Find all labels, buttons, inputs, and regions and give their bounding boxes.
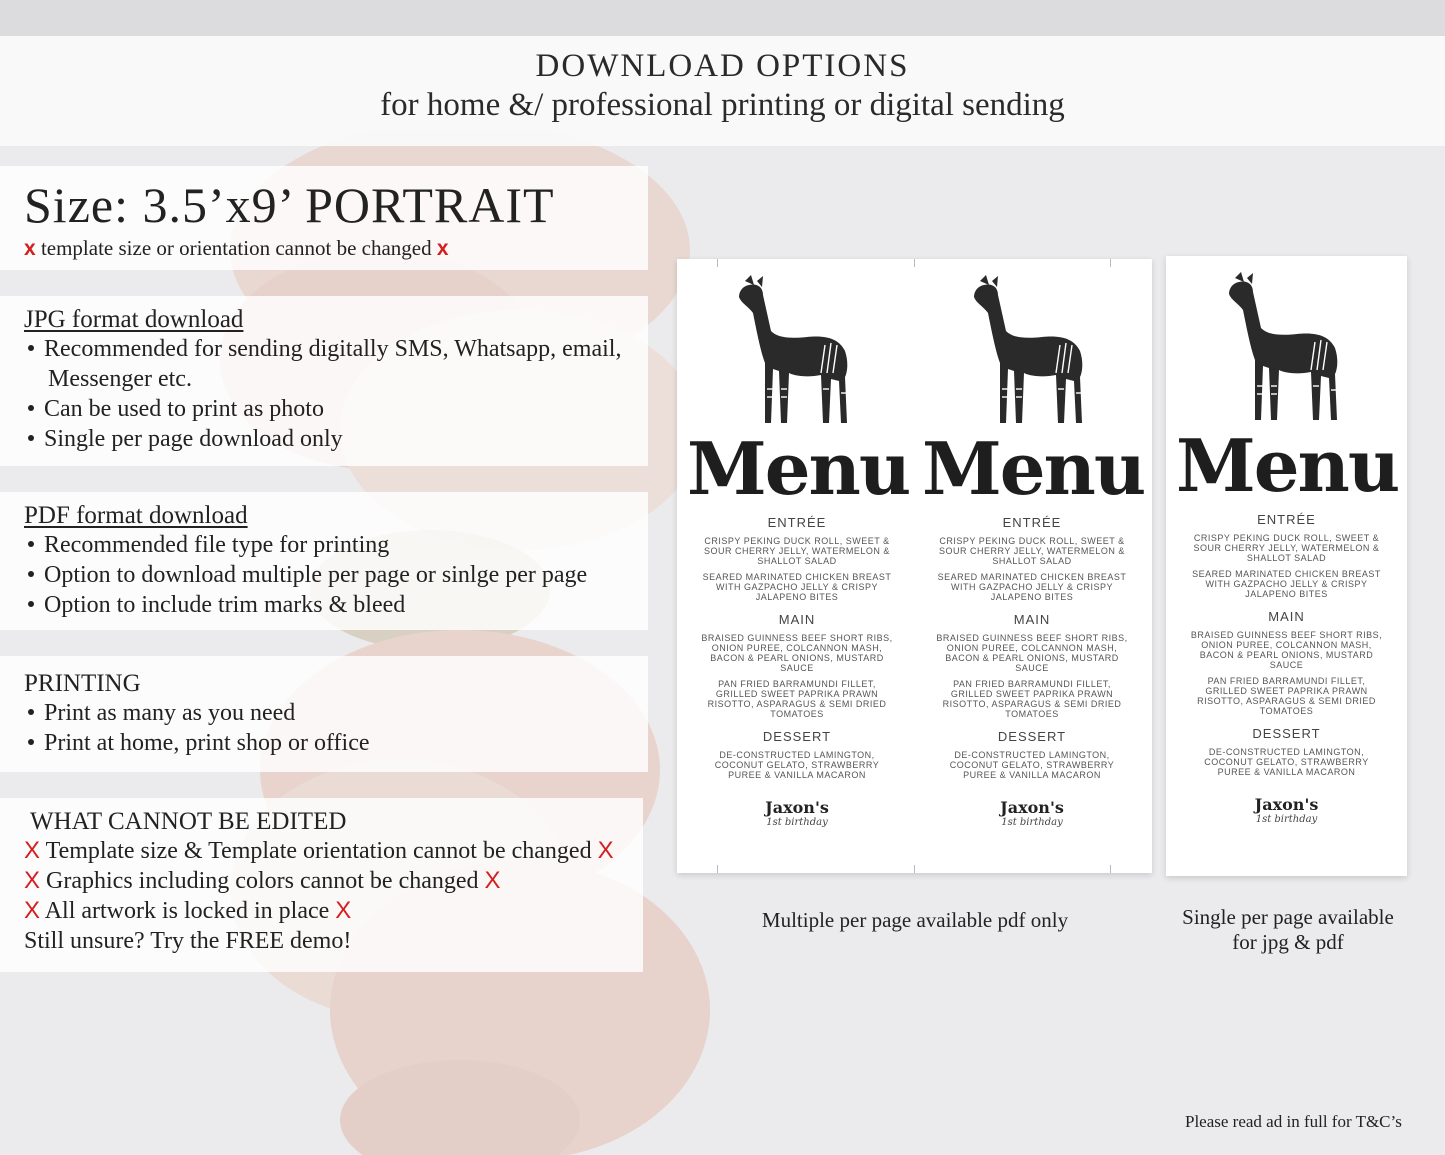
list-item: X Graphics including colors cannot be changed X [24, 867, 501, 894]
list-item: Option to include trim marks & bleed [24, 590, 648, 620]
list-item: Option to download multiple per page or sinlge per page [24, 560, 648, 590]
host-name: Jaxon's [1000, 798, 1064, 817]
dish-text: BRAISED GUINNESS BEEF SHORT RIBS, ONION PUREE, COLCANNON MASH, BACON & PEARL ONIONS, MUSTARD SAUCE [1190, 630, 1383, 670]
list-item: Single per page download only [24, 424, 648, 454]
edit-panel-title: WHAT CANNOT BE EDITED [30, 808, 347, 835]
dish-text: DE-CONSTRUCTED LAMINGTON, COCONUT GELATO, STRAWBERRY PUREE & VANILLA MACARON [714, 750, 880, 780]
list-item: Recommended file type for printing [24, 530, 648, 560]
printing-panel [0, 656, 648, 772]
entree-heading: ENTRÉE [1257, 512, 1316, 527]
dish-text: CRISPY PEKING DUCK ROLL, SWEET & SOUR CHERRY JELLY, WATERMELON & SHALLOT SALAD [1193, 533, 1380, 563]
red-x-icon: X [24, 897, 41, 924]
size-note-text: template size or orientation cannot be changed [40, 236, 432, 260]
bullet-icon [28, 345, 34, 351]
flower-background-image [200, 130, 720, 1155]
printing-panel-title: PRINTING [24, 670, 141, 697]
list-item: Messenger etc. [48, 366, 192, 392]
dessert-heading: DESSERT [762, 729, 832, 744]
list-item: X Template size & Template orientation cannot be changed X [24, 837, 614, 864]
bullet-icon [28, 571, 34, 577]
bullet-icon [28, 601, 34, 607]
bullet-icon [28, 405, 34, 411]
size-title: Size: 3.5’x9’ PORTRAIT [24, 177, 555, 233]
dish-text: DE-CONSTRUCTED LAMINGTON, COCONUT GELATO, STRAWBERRY PUREE & VANILLA MACARON [949, 750, 1115, 780]
dish-text: CRISPY PEKING DUCK ROLL, SWEET & SOUR CHERRY JELLY, WATERMELON & SHALLOT SALAD [704, 536, 890, 566]
edit-panel [0, 798, 643, 972]
multiple-caption: Multiple per page available pdf only [761, 908, 1069, 932]
occasion-script: 1st birthday [1255, 814, 1318, 825]
header-subtitle: for home &/ professional printing or digital sending [380, 87, 1065, 123]
red-x-icon: X [24, 867, 41, 894]
bullet-icon [28, 709, 34, 715]
okapi-icon [1217, 270, 1357, 430]
trim-mark [717, 865, 718, 873]
header-band [0, 36, 1445, 146]
red-x-icon: x [24, 237, 36, 260]
dish-text: DE-CONSTRUCTED LAMINGTON, COCONUT GELATO, STRAWBERRY PUREE & VANILLA MACARON [1204, 747, 1369, 777]
bullet-icon [28, 541, 34, 547]
main-heading: MAIN [1013, 612, 1051, 627]
header-title: DOWNLOAD OPTIONS [535, 48, 910, 84]
list-item: Print at home, print shop or office [24, 728, 648, 758]
pdf-panel-title: PDF format download [24, 502, 248, 529]
single-caption: Single per page available for jpg & pdf [1182, 905, 1394, 954]
main-heading: MAIN [1268, 609, 1305, 624]
main-heading: MAIN [778, 612, 816, 627]
list-item: Print as many as you need [24, 698, 648, 728]
menu-title: Menu [922, 426, 1145, 511]
jpg-panel [0, 296, 648, 466]
trim-mark [914, 865, 915, 873]
dish-text: PAN FRIED BARRAMUNDI FILLET, GRILLED SWEET PAPRIKA PRAWN RISOTTO, ASPARAGUS & SEMI DRIED TOMATOES [942, 679, 1122, 719]
dish-text: CRISPY PEKING DUCK ROLL, SWEET & SOUR CHERRY JELLY, WATERMELON & SHALLOT SALAD [939, 536, 1125, 566]
okapi-icon [962, 273, 1102, 433]
host-name: Jaxon's [1254, 795, 1319, 814]
entree-heading: ENTRÉE [1002, 515, 1062, 530]
red-x-icon: X [335, 897, 352, 924]
multi-per-page-sheet [677, 259, 1152, 873]
dish-text: SEARED MARINATED CHICKEN BREAST WITH GAZPACHO JELLY & CRISPY JALAPENO BITES [702, 572, 892, 602]
okapi-icon [727, 273, 867, 433]
top-strip [0, 0, 1445, 36]
bullet-icon [28, 435, 34, 441]
dish-text: PAN FRIED BARRAMUNDI FILLET, GRILLED SWEET PAPRIKA PRAWN RISOTTO, ASPARAGUS & SEMI DRIED TOMATOES [707, 679, 887, 719]
red-x-icon: x [436, 237, 449, 260]
host-name: Jaxon's [765, 798, 829, 817]
bullet-icon [28, 739, 34, 745]
size-panel [0, 166, 648, 270]
occasion-script: 1st birthday [1001, 817, 1063, 828]
menu-title: Menu [1176, 423, 1399, 508]
red-x-icon: X [484, 867, 501, 894]
trim-mark [1110, 865, 1111, 873]
menu-title: Menu [687, 426, 910, 511]
single-per-page-sheet [1166, 256, 1407, 876]
dish-text: PAN FRIED BARRAMUNDI FILLET, GRILLED SWEET PAPRIKA PRAWN RISOTTO, ASPARAGUS & SEMI DRIED TOMATOES [1197, 676, 1376, 716]
dish-text: SEARED MARINATED CHICKEN BREAST WITH GAZPACHO JELLY & CRISPY JALAPENO BITES [1192, 569, 1381, 599]
dish-text: BRAISED GUINNESS BEEF SHORT RIBS, ONION PUREE, COLCANNON MASH, BACON & PEARL ONIONS, MUSTARD SAUCE [701, 633, 893, 673]
occasion-script: 1st birthday [766, 817, 828, 828]
menu-card [922, 259, 1145, 828]
list-item: Can be used to print as photo [24, 394, 648, 424]
dish-text: SEARED MARINATED CHICKEN BREAST WITH GAZPACHO JELLY & CRISPY JALAPENO BITES [937, 572, 1127, 602]
red-x-icon: X [24, 837, 41, 864]
menu-card [687, 259, 910, 828]
trim-mark [914, 259, 915, 267]
list-item: Recommended for sending digitally SMS, Whatsapp, email, [24, 334, 648, 364]
edit-panel-footer: Still unsure? Try the FREE demo! [24, 928, 352, 954]
size-note [24, 236, 648, 261]
red-x-icon: X [597, 837, 614, 864]
entree-heading: ENTRÉE [767, 515, 827, 530]
dessert-heading: DESSERT [1252, 726, 1321, 741]
jpg-panel-title: JPG format download [24, 306, 244, 333]
menu-card [1176, 256, 1397, 825]
pdf-panel [0, 492, 648, 630]
dessert-heading: DESSERT [997, 729, 1067, 744]
footer-note: Please read ad in full for T&C’s [1185, 1112, 1402, 1131]
dish-text: BRAISED GUINNESS BEEF SHORT RIBS, ONION PUREE, COLCANNON MASH, BACON & PEARL ONIONS, MUSTARD SAUCE [936, 633, 1128, 673]
list-item: X All artwork is locked in place X [24, 897, 352, 924]
